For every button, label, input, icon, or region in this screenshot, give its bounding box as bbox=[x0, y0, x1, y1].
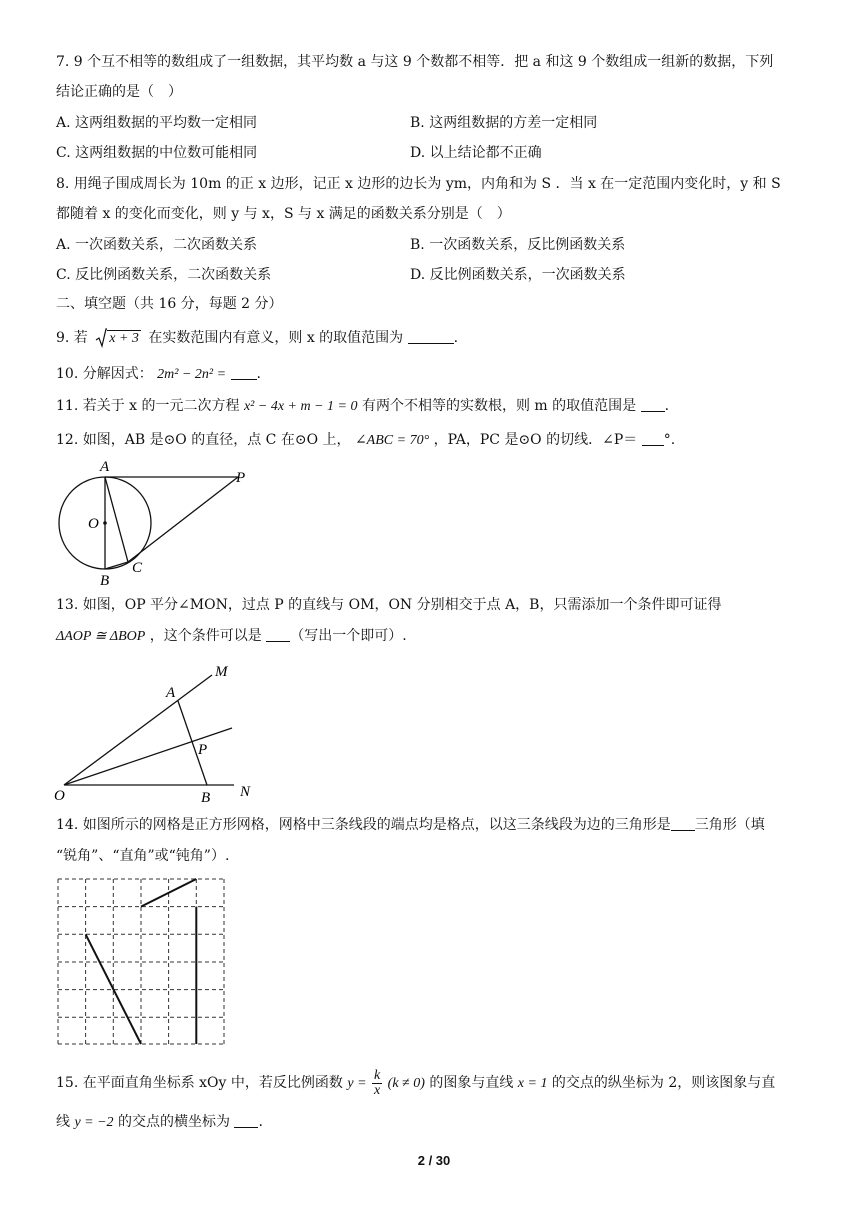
q15-post: 的图象与直线 bbox=[429, 1075, 514, 1091]
q15-line2-pre: 线 bbox=[56, 1114, 70, 1130]
q8-line1: 8. 用绳子围成周长为 10m 的正 x 边形，记正 x 边形的边长为 ym，内角和为 S ．当 x 在一定范围内变化时，y 和 S bbox=[56, 176, 781, 192]
q15-line2 bbox=[56, 1112, 263, 1133]
q9-line bbox=[56, 328, 458, 349]
q11-answer-blank[interactable] bbox=[641, 397, 665, 412]
q9-end: . bbox=[453, 330, 459, 346]
grid-lines bbox=[58, 879, 224, 1044]
q11-end: . bbox=[664, 398, 670, 414]
q9-radicand: x + 3 bbox=[109, 331, 139, 346]
q13-post: ，这个条件可以是 bbox=[149, 628, 262, 644]
q12-post: ，PA，PC 是⊙O 的切线．∠P＝ bbox=[433, 432, 638, 448]
label-b: B bbox=[201, 790, 211, 806]
q7-line1: 7. 9 个互不相等的数组成了一组数据，其平均数 a 与这 9 个数都不相等．把 a 和这 9 个数组成一组新的数据，下列 bbox=[56, 54, 774, 70]
q12-pre: 12. 如图，AB 是⊙O 的直径，点 C 在⊙O 上， bbox=[56, 432, 351, 448]
fraction-numerator: k bbox=[373, 1067, 381, 1083]
q13-figure bbox=[50, 660, 270, 810]
q7-option-c: C. 这两组数据的中位数可能相同 bbox=[56, 145, 258, 161]
fraction-denominator: x bbox=[373, 1082, 381, 1098]
q15-expr-x1: x = 1 bbox=[517, 1076, 548, 1091]
q11-expression: x² − 4x + m − 1 = 0 bbox=[243, 399, 358, 414]
q9-post: 在实数范围内有意义，则 x 的取值范围为 bbox=[148, 330, 404, 346]
section-header: 二、填空题（共 16 分，每题 2 分） bbox=[56, 296, 283, 312]
q8-option-a: A. 一次函数关系，二次函数关系 bbox=[56, 237, 258, 253]
q14-text1b: 三角形（填 bbox=[694, 817, 765, 833]
q13-end: （写出一个即可）. bbox=[290, 628, 407, 644]
q13-line1: 13. 如图，OP 平分∠MON，过点 P 的直线与 OM，ON 分别相交于点 A，B，只需添加一个条件即可证得 bbox=[56, 597, 722, 613]
label-c: C bbox=[132, 560, 143, 576]
label-m: M bbox=[215, 664, 228, 680]
q7-option-a: A. 这两组数据的平均数一定相同 bbox=[56, 115, 258, 131]
q11-line bbox=[56, 396, 669, 417]
q8-line2: 都随着 x 的变化而变化，则 y 与 x，S 与 x 满足的函数关系分别是（ ） bbox=[56, 206, 511, 222]
q13-answer-blank[interactable] bbox=[266, 627, 290, 642]
q11-pre: 11. 若关于 x 的一元二次方程 bbox=[56, 398, 240, 414]
q13-expression: ΔAOP ≅ ΔBOP bbox=[56, 629, 146, 644]
center-dot bbox=[103, 521, 107, 525]
label-a: A bbox=[166, 685, 176, 701]
q15-post2: 的交点的纵坐标为 2，则该图象与直 bbox=[551, 1075, 776, 1091]
q10-expression: 2m² − 2n² = bbox=[157, 367, 227, 382]
radical-sign-icon bbox=[95, 328, 107, 348]
q15-expr-y2: y = −2 bbox=[74, 1115, 114, 1130]
q12-answer-blank[interactable] bbox=[642, 431, 664, 446]
label-o: O bbox=[54, 788, 65, 804]
label-p: P bbox=[236, 470, 246, 486]
q9-answer-blank[interactable] bbox=[408, 329, 454, 344]
q7-line2: 结论正确的是（ ） bbox=[56, 84, 182, 100]
q14-line2: “锐角”、“直角”或“钝角”）. bbox=[56, 848, 230, 864]
q14-grid-figure bbox=[57, 878, 227, 1048]
q15-end: . bbox=[258, 1114, 263, 1130]
q12-end: °. bbox=[663, 432, 676, 448]
q15-expr-y: y = bbox=[347, 1076, 367, 1091]
q15-line1 bbox=[56, 1068, 775, 1099]
label-a: A bbox=[100, 459, 110, 475]
q11-post: 有两个不相等的实数根，则 m 的取值范围是 bbox=[361, 398, 637, 414]
q7-option-d: D. 以上结论都不正确 bbox=[410, 145, 542, 161]
q15-pre: 15. 在平面直角坐标系 xOy 中，若反比例函数 bbox=[56, 1075, 343, 1091]
q9-pre: 9. 若 bbox=[56, 330, 88, 346]
sqrt-expression bbox=[95, 328, 141, 349]
q12-expression: ∠ABC = 70° bbox=[354, 433, 430, 448]
q14-line1 bbox=[56, 815, 765, 835]
q13-line2 bbox=[56, 626, 407, 647]
q10-end: . bbox=[256, 366, 261, 382]
label-o: O bbox=[88, 516, 99, 532]
page-number: 2 / 30 bbox=[417, 1153, 451, 1168]
q15-line2-post: 的交点的横坐标为 bbox=[118, 1114, 231, 1130]
q10-line bbox=[56, 364, 261, 385]
chord-ac bbox=[105, 477, 128, 562]
q10-pre: 10. 分解因式： bbox=[56, 366, 153, 382]
q8-option-b: B. 一次函数关系，反比例函数关系 bbox=[410, 237, 626, 253]
q14-answer-blank[interactable] bbox=[671, 816, 695, 831]
q12-line bbox=[56, 430, 675, 451]
q7-option-b: B. 这两组数据的方差一定相同 bbox=[410, 115, 598, 131]
fraction bbox=[372, 1069, 382, 1098]
q15-answer-blank[interactable] bbox=[234, 1113, 258, 1128]
label-b: B bbox=[100, 573, 110, 589]
q8-option-c: C. 反比例函数关系，二次函数关系 bbox=[56, 267, 272, 283]
q12-figure bbox=[50, 455, 260, 590]
q10-answer-blank[interactable] bbox=[231, 365, 257, 380]
q14-text1: 14. 如图所示的网格是正方形网格，网格中三条线段的端点均是格点，以这三条线段为边的三角形是 bbox=[56, 817, 671, 833]
tangent-pc bbox=[128, 477, 238, 562]
q15-condition: (k ≠ 0) bbox=[387, 1076, 425, 1091]
q8-option-d: D. 反比例函数关系，一次函数关系 bbox=[410, 267, 626, 283]
label-p: P bbox=[198, 742, 208, 758]
label-n: N bbox=[240, 784, 251, 800]
ray-om bbox=[64, 675, 212, 785]
